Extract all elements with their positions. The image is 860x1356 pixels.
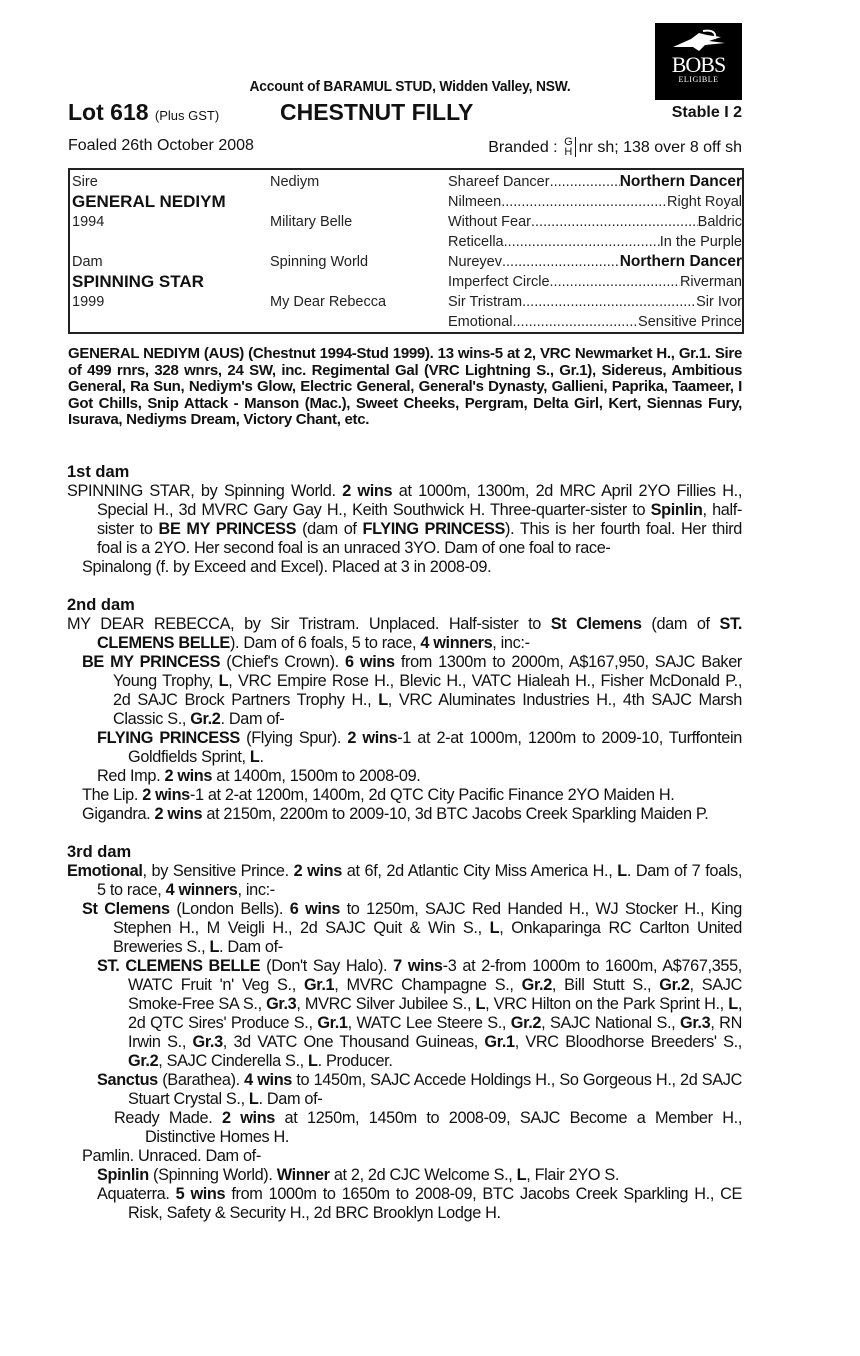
highlight-text: Spinlin xyxy=(650,501,703,519)
ancestor-sire: Sir Ivor xyxy=(696,294,742,310)
sire-year: 1994 xyxy=(72,214,105,230)
highlight-text: 4 winners xyxy=(165,881,238,899)
highlight-text: L xyxy=(209,938,220,956)
pedigree-table xyxy=(68,168,744,334)
highlight-text: L xyxy=(728,995,738,1013)
record-text: , VRC Aluminates Industries H., 4th SAJC Marsh Classic S., xyxy=(113,691,743,728)
highlight-text: Gr.2 xyxy=(521,976,552,994)
brand-bottom: H xyxy=(564,146,573,158)
record-text: at 2150m, 2200m to 2009-10, 3d BTC Jacobs Creek Sparkling Maiden P. xyxy=(202,805,709,823)
record-text: , Onkaparinga RC Carlton United Breweries S., xyxy=(113,919,743,956)
record-text: , MVRC Champagne S., xyxy=(334,976,522,994)
record-text: ). Dam of 6 foals, 5 to race, xyxy=(229,634,421,652)
record-text: , SAJC Smoke-Free SA S., xyxy=(128,976,742,1013)
vendor-account: Account of BARAMUL STUD, Widden Valley, NSW. xyxy=(249,78,571,95)
sire-sire: Nediym xyxy=(270,174,320,190)
record-text: to 1250m, SAJC Red Handed H., WJ Stocker H., King Stephen H., M Veigli H., 2d SAJC Quit & Win S., xyxy=(113,900,742,937)
record-text: at 1250m, 1450m to 2008-09, SAJC Become a Member H., Distinctive Homes H. xyxy=(145,1109,742,1146)
ancestor-sire: Riverman xyxy=(679,274,742,290)
ancestor-sire: Right Royal xyxy=(667,194,742,210)
ancestor-row xyxy=(448,232,742,252)
record-text: (London Bells). xyxy=(169,900,290,918)
highlight-text: Gr.3 xyxy=(192,1033,223,1051)
dot-leader xyxy=(550,272,680,292)
record-text: . Producer. xyxy=(317,1052,393,1070)
ancestor-name: Shareef Dancer xyxy=(448,174,550,190)
highlight-text: L xyxy=(489,919,500,937)
highlight-text: St Clemens xyxy=(550,615,642,633)
produce-record xyxy=(67,767,742,786)
lot-label: Lot 618 xyxy=(68,99,149,125)
stable-location: Stable I 2 xyxy=(671,104,742,121)
record-text: at 1000m, 1300m, 2d MRC April 2YO Fillies H., Special H., 3d MVRC Gary Gay H., Keith Southwick H. Three-quarter-sister to xyxy=(97,482,742,519)
highlight-text: 2 wins xyxy=(293,862,342,880)
highlight-text: Winner xyxy=(276,1166,330,1184)
produce-record xyxy=(67,1185,742,1223)
highlight-text: FLYING PRINCESS xyxy=(362,520,505,538)
highlight-text: 2 wins xyxy=(154,805,203,823)
dam-lines xyxy=(67,463,742,1242)
section-heading: 3rd dam xyxy=(67,843,132,861)
brand-mark xyxy=(564,137,576,157)
highlight-text: L xyxy=(218,672,229,690)
produce-record xyxy=(67,900,742,957)
record-text: at 6f, 2d Atlantic City Miss America H., xyxy=(341,862,618,880)
ancestor-row xyxy=(448,192,742,212)
produce-record xyxy=(67,1109,742,1147)
record-text: . Dam of- xyxy=(220,710,285,728)
highlight-text: 2 wins xyxy=(347,729,398,747)
highlight-text: 5 wins xyxy=(175,1185,226,1203)
ancestor-row xyxy=(448,172,742,192)
foaled-date: Foaled 26th October 2008 xyxy=(68,137,254,154)
record-text: The Lip. xyxy=(82,786,143,804)
produce-record xyxy=(67,862,742,900)
horse-description: CHESTNUT FILLY xyxy=(280,99,474,125)
ancestor-row xyxy=(448,212,742,232)
produce-record xyxy=(67,957,742,1071)
ancestor-sire: Baldric xyxy=(697,214,742,230)
record-text: , half-sister to xyxy=(97,501,742,538)
highlight-text: Sanctus xyxy=(97,1071,158,1089)
highlight-text: 6 wins xyxy=(289,900,340,918)
dot-leader xyxy=(502,252,620,272)
dam-section xyxy=(67,463,742,577)
record-text: (Spinning World). xyxy=(148,1166,277,1184)
record-text: . xyxy=(259,748,264,766)
highlight-text: Gr.2 xyxy=(128,1052,159,1070)
produce-record xyxy=(67,558,742,577)
highlight-text: ST. CLEMENS BELLE xyxy=(97,615,743,652)
dot-leader xyxy=(550,172,620,192)
highlight-text: Gr.1 xyxy=(303,976,335,994)
highlight-text: 2 wins xyxy=(142,786,190,804)
sire-name: GENERAL NEDIYM xyxy=(72,192,226,211)
record-text: -3 at 2-from 1000m to 1600m, A$767,355, WATC Fruit 'n' Veg S., xyxy=(128,957,742,994)
record-text: at 1400m, 1500m to 2008-09. xyxy=(212,767,421,785)
produce-record xyxy=(67,1147,742,1166)
highlight-text: L xyxy=(475,995,486,1013)
produce-record xyxy=(67,786,742,805)
record-text: (Don't Say Halo). xyxy=(260,957,394,975)
record-text: , SAJC Cinderella S., xyxy=(158,1052,309,1070)
sire-label: Sire xyxy=(72,174,98,190)
dam-label: Dam xyxy=(72,254,103,270)
record-text: at 2, 2d CJC Welcome S., xyxy=(329,1166,517,1184)
record-text: , 3d VATC One Thousand Guineas, xyxy=(222,1033,485,1051)
record-text: , Flair 2YO S. xyxy=(526,1166,620,1184)
record-text: Red Imp. xyxy=(97,767,165,785)
produce-record xyxy=(67,1071,742,1109)
highlight-text: 2 wins xyxy=(221,1109,275,1127)
highlight-text: L xyxy=(249,748,260,766)
record-text: , Bill Stutt S., xyxy=(551,976,660,994)
record-text: . Dam of- xyxy=(219,938,283,956)
record-text: (dam of xyxy=(296,520,363,538)
highlight-text: Gr.3 xyxy=(266,995,297,1013)
record-text: . Dam of 7 foals, 5 to race, xyxy=(97,862,743,899)
brand-info xyxy=(488,137,742,157)
record-text: , VRC Empire Rose H., Blevic H., VATC Hialeah H., Fisher McDonald P., 2d SAJC Brock Partners Trophy H., xyxy=(113,672,742,709)
dot-leader xyxy=(504,232,660,252)
highlight-text: BE MY PRINCESS xyxy=(82,653,221,671)
ancestor-row xyxy=(448,292,742,312)
ancestor-name: Reticella xyxy=(448,234,504,250)
record-text: , inc:- xyxy=(492,634,530,652)
record-text: , VRC Bloodhorse Breeders' S., xyxy=(514,1033,742,1051)
ancestor-sire: Sensitive Prince xyxy=(638,314,742,330)
produce-record xyxy=(67,729,742,767)
highlight-text: Spinlin xyxy=(97,1166,149,1184)
branded-text: nr sh; 138 over 8 off sh xyxy=(578,139,742,156)
record-text: , RN Irwin S., xyxy=(128,1014,742,1051)
dam-section xyxy=(67,843,742,1223)
produce-record xyxy=(67,482,742,558)
ancestor-name: Nilmeen xyxy=(448,194,502,210)
bobs-eligible-logo xyxy=(655,23,742,100)
branded-label: Branded : xyxy=(488,139,558,156)
record-text: from 1000m to 1650m to 2008-09, BTC Jacobs Creek Sparkling H., CE Risk, Safety & Security H., 2d BRC Brooklyn Lodge H. xyxy=(128,1185,743,1222)
highlight-text: St Clemens xyxy=(82,900,170,918)
logo-subtext: ELIGIBLE xyxy=(678,75,719,84)
highlight-text: 2 wins xyxy=(164,767,213,785)
record-text: Gigandra. xyxy=(82,805,155,823)
record-text: (Flying Spur). xyxy=(239,729,348,747)
record-text: (Barathea). xyxy=(157,1071,245,1089)
produce-record xyxy=(67,1166,742,1185)
record-text: , MVRC Silver Jubilee S., xyxy=(296,995,476,1013)
highlight-text: Gr.1 xyxy=(484,1033,515,1051)
dam-section xyxy=(67,596,742,824)
sire-dam: Military Belle xyxy=(270,214,353,230)
highlight-text: Gr.2 xyxy=(190,710,221,728)
dam-name: SPINNING STAR xyxy=(72,272,204,291)
highlight-text: L xyxy=(248,1090,259,1108)
record-text: , inc:- xyxy=(237,881,275,899)
gst-note: (Plus GST) xyxy=(154,108,220,123)
dot-leader xyxy=(501,192,667,212)
record-text: , WATC Lee Steere S., xyxy=(347,1014,511,1032)
highlight-text: 4 winners xyxy=(420,634,493,652)
ancestor-sire: In the Purple xyxy=(659,234,742,250)
highlight-text: FLYING PRINCESS xyxy=(97,729,240,747)
highlight-text: Gr.1 xyxy=(317,1014,348,1032)
dot-leader xyxy=(512,312,638,332)
record-text: , SAJC National S., xyxy=(541,1014,681,1032)
dam-year: 1999 xyxy=(72,294,105,310)
highlight-text: 2 wins xyxy=(342,482,393,500)
record-text: -1 at 2-at 1000m, 1200m to 2009-10, Turffontein Goldfields Sprint, xyxy=(128,729,742,766)
produce-record xyxy=(67,615,742,653)
record-text: , VRC Hilton on the Park Sprint H., xyxy=(485,995,729,1013)
sire-summary: GENERAL NEDIYM (AUS) (Chestnut 1994-Stud 1999). 13 wins-5 at 2, VRC Newmarket H., Gr.1. Sire of 499 rnrs, 328 wnrs, 24 SW, inc. Regimental Gal (VRC Lightning S., Gr.1), Sidereus, Ambitious General, Ra Sun, Nediym's Glow, Electric General, General's Dynasty, Gallieni, Paprika, Taameer, I Got Chills, Snip Attack - Manson (Mac.), Sweet Cheeks, Pergram, Delta Girl, Kert, Siennas Fury, Isurava, Nediyms Dream, Victory Chant, etc. xyxy=(68,345,742,428)
highlight-text: 7 wins xyxy=(393,957,443,975)
highlight-text: BE MY PRINCESS xyxy=(158,520,297,538)
lot-line xyxy=(68,99,742,129)
lot-number xyxy=(68,99,219,126)
record-text: , 2d QTC Sires' Produce S., xyxy=(128,995,742,1032)
highlight-text: L xyxy=(516,1166,527,1184)
section-heading: 1st dam xyxy=(67,463,130,481)
ancestor-row xyxy=(448,252,742,272)
highlight-text: ST. CLEMENS BELLE xyxy=(97,957,261,975)
record-text: MY DEAR REBECCA, by Sir Tristram. Unplaced. Half-sister to xyxy=(67,615,551,633)
record-text: ). This is her fourth foal. Her third foal is a 2YO. Her second foal is an unraced 3YO. Dam of one foal to race- xyxy=(97,520,742,557)
record-text: -1 at 2-at 1200m, 1400m, 2d QTC City Pacific Finance 2YO Maiden H. xyxy=(189,786,675,804)
record-text: from 1300m to 2000m, A$167,950, SAJC Baker Young Trophy, xyxy=(113,653,742,690)
ancestor-name: Nureyev xyxy=(448,254,502,270)
highlight-text: Emotional xyxy=(67,862,143,880)
ancestor-name: Emotional xyxy=(448,314,513,330)
record-text: , by Sensitive Prince. xyxy=(142,862,294,880)
dot-leader xyxy=(531,212,698,232)
highlight-text: Gr.2 xyxy=(659,976,690,994)
record-text: (dam of xyxy=(641,615,720,633)
record-text: to 1450m, SAJC Accede Holdings H., So Gorgeous H., 2d SAJC Stuart Crystal S., xyxy=(128,1071,742,1108)
section-heading: 2nd dam xyxy=(67,596,135,614)
highlight-text: L xyxy=(308,1052,318,1070)
highlight-text: 4 wins xyxy=(244,1071,293,1089)
ancestor-sire: Northern Dancer xyxy=(619,253,742,270)
ancestor-name: Without Fear xyxy=(448,214,531,230)
logo-text: BOBS xyxy=(671,52,726,77)
ancestor-row xyxy=(448,272,742,292)
highlight-text: Gr.2 xyxy=(510,1014,542,1032)
record-text: Ready Made. xyxy=(114,1109,222,1127)
record-text: (Chief's Crown). xyxy=(220,653,346,671)
record-text: Pamlin. Unraced. Dam of- xyxy=(82,1147,261,1165)
ancestor-sire: Northern Dancer xyxy=(619,173,742,190)
record-text: . Dam of- xyxy=(258,1090,323,1108)
highlight-text: Gr.3 xyxy=(680,1014,711,1032)
dam-dam: My Dear Rebecca xyxy=(270,294,387,310)
record-text: Spinalong (f. by Exceed and Excel). Placed at 3 in 2008-09. xyxy=(82,558,492,576)
record-text: SPINNING STAR, by Spinning World. xyxy=(67,482,343,500)
ancestor-name: Imperfect Circle xyxy=(448,274,550,290)
produce-record xyxy=(67,653,742,729)
brand-top: G xyxy=(564,136,573,148)
highlight-text: L xyxy=(617,862,627,880)
record-text: Aquaterra. xyxy=(97,1185,176,1203)
produce-record xyxy=(67,805,742,824)
ancestor-row xyxy=(448,312,742,332)
dot-leader xyxy=(522,292,696,312)
ancestor-name: Sir Tristram xyxy=(448,294,523,310)
dam-sire: Spinning World xyxy=(270,254,369,270)
highlight-text: 6 wins xyxy=(345,653,395,671)
highlight-text: L xyxy=(378,691,388,709)
